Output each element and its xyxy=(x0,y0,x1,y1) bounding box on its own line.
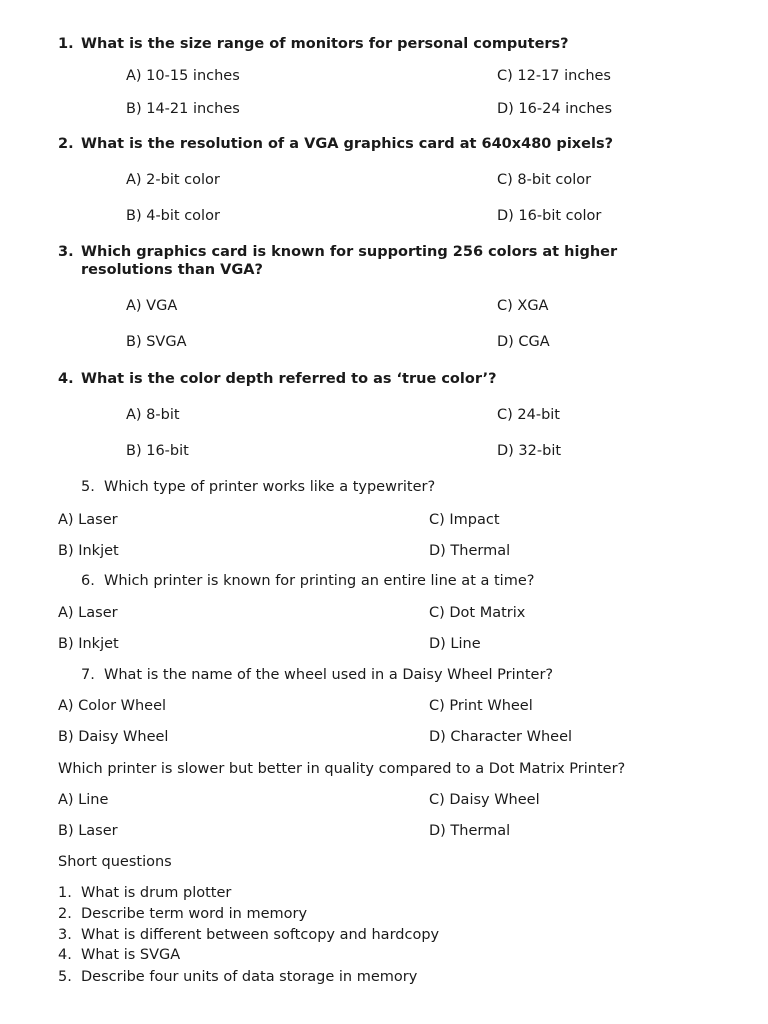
option-a: A) Line xyxy=(58,792,109,808)
question-number: 6. xyxy=(81,573,95,589)
option-d: D) Character Wheel xyxy=(429,729,573,745)
question-number: 1. xyxy=(58,36,74,52)
option-c: C) Daisy Wheel xyxy=(429,792,540,808)
option-d: D) 16-bit color xyxy=(497,208,602,224)
question-number: 2. xyxy=(58,136,74,152)
list-item-text: Describe four units of data storage in memory xyxy=(81,969,418,985)
option-b: B) Inkjet xyxy=(58,543,119,559)
question-text: Which graphics card is known for supporting 256 colors at higher resolutions than VGA? xyxy=(81,244,618,278)
section-heading: Short questions xyxy=(58,854,172,870)
option-a: A) Laser xyxy=(58,605,118,621)
option-c: C) Dot Matrix xyxy=(429,605,526,621)
option-d: D) 16-24 inches xyxy=(497,101,613,117)
question-text: What is the color depth referred to as ‘true color’? xyxy=(81,371,497,387)
list-item-text: What is different between softcopy and hardcopy xyxy=(81,927,440,943)
option-a: A) 8-bit xyxy=(126,407,180,423)
question-text: What is the name of the wheel used in a Daisy Wheel Printer? xyxy=(104,667,554,683)
question-text: Which printer is known for printing an entire line at a time? xyxy=(104,573,535,589)
question-text: Which printer is slower but better in quality compared to a Dot Matrix Printer? xyxy=(58,761,626,777)
option-a: A) 10-15 inches xyxy=(126,68,240,84)
option-d: D) 32-bit xyxy=(497,443,562,459)
option-d: D) Line xyxy=(429,636,481,652)
option-b: B) 16-bit xyxy=(126,443,189,459)
list-item-number: 1. xyxy=(58,885,72,901)
question-number: 4. xyxy=(58,371,74,387)
option-c: C) Impact xyxy=(429,512,500,528)
option-b: B) SVGA xyxy=(126,334,187,350)
option-b: B) Laser xyxy=(58,823,118,839)
list-item-number: 2. xyxy=(58,906,72,922)
option-c: C) Print Wheel xyxy=(429,698,533,714)
question-text: What is the resolution of a VGA graphics card at 640x480 pixels? xyxy=(81,136,613,152)
question-number: 7. xyxy=(81,667,95,683)
option-d: D) CGA xyxy=(497,334,550,350)
option-b: B) 14-21 inches xyxy=(126,101,240,117)
option-a: A) Color Wheel xyxy=(58,698,167,714)
question-text: Which type of printer works like a typewriter? xyxy=(104,479,436,495)
option-b: B) Daisy Wheel xyxy=(58,729,169,745)
list-item-text: What is SVGA xyxy=(81,947,181,963)
question-number: 3. xyxy=(58,244,74,260)
question-text: What is the size range of monitors for personal computers? xyxy=(81,36,569,52)
list-item-number: 3. xyxy=(58,927,72,943)
list-item-number: 4. xyxy=(58,947,72,963)
option-d: D) Thermal xyxy=(429,543,511,559)
option-d: D) Thermal xyxy=(429,823,511,839)
question-number: 5. xyxy=(81,479,95,495)
option-c: C) 24-bit xyxy=(497,407,560,423)
list-item-number: 5. xyxy=(58,969,72,985)
option-a: A) 2-bit color xyxy=(126,172,220,188)
list-item-text: What is drum plotter xyxy=(81,885,232,901)
option-a: A) Laser xyxy=(58,512,118,528)
option-b: B) Inkjet xyxy=(58,636,119,652)
option-c: C) XGA xyxy=(497,298,549,314)
option-c: C) 8-bit color xyxy=(497,172,592,188)
option-b: B) 4-bit color xyxy=(126,208,220,224)
option-c: C) 12-17 inches xyxy=(497,68,611,84)
option-a: A) VGA xyxy=(126,298,178,314)
list-item-text: Describe term word in memory xyxy=(81,906,308,922)
